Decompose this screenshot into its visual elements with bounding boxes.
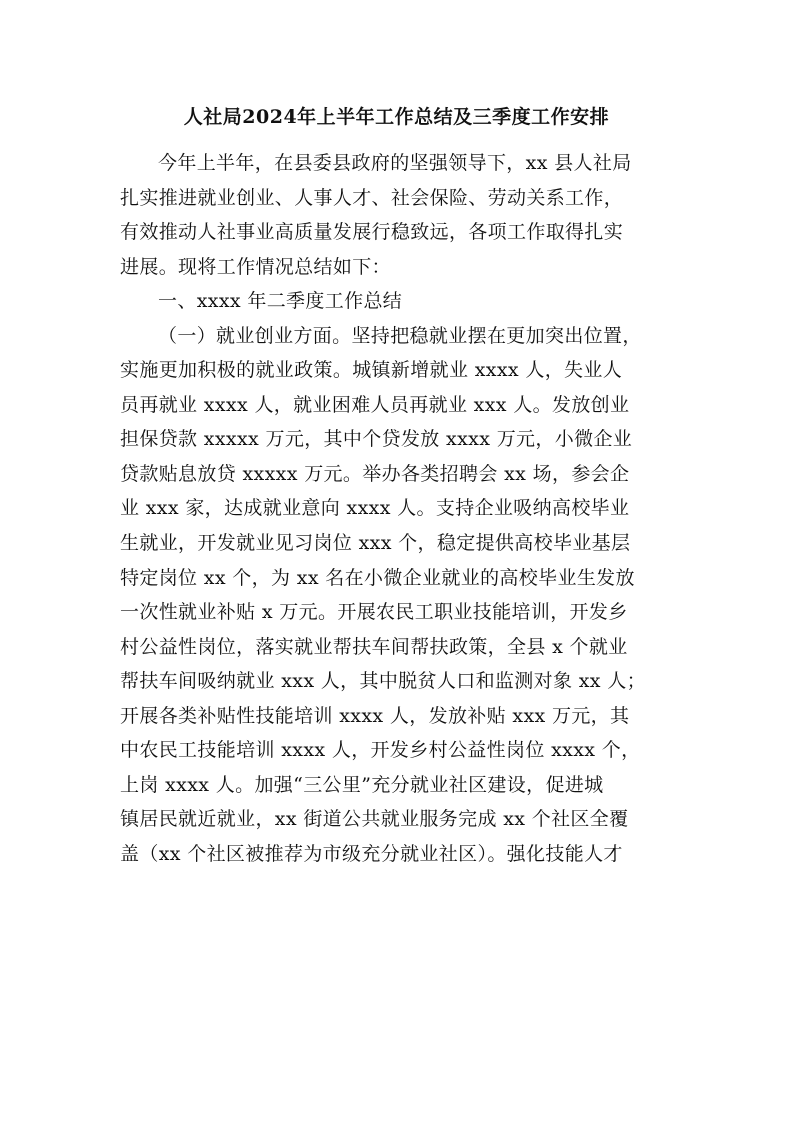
paragraph-line: 特定岗位 xx 个，为 xx 名在小微企业就业的高校毕业生发放 [120, 566, 635, 589]
document-title: 人社局2024年上半年工作总结及三季度工作安排 [183, 106, 610, 128]
paragraph-line: 一次性就业补贴 x 万元。开展农民工职业技能培训，开发乡 [120, 601, 628, 624]
paragraph-line: 开展各类补贴性技能培训 xxxx 人，发放补贴 xxx 万元，其 [120, 704, 630, 727]
document-body [120, 146, 676, 871]
paragraph-line: 员再就业 xxxx 人，就业困难人员再就业 xxx 人。发放创业 [120, 393, 630, 416]
paragraph-line: 上岗 xxxx 人。加强“三公里”充分就业社区建设，促进城 [120, 773, 604, 796]
section-heading: 一、xxxx 年二季度工作总结 [158, 290, 403, 313]
paragraph-line: 扎实推进就业创业、人事人才、社会保险、劳动关系工作， [120, 186, 624, 209]
paragraph-line: 镇居民就近就业，xx 街道公共就业服务完成 xx 个社区全覆 [120, 808, 629, 831]
paragraph-line: 帮扶车间吸纳就业 xxx 人，其中脱贫人口和监测对象 xx 人； [120, 670, 646, 693]
paragraph-line: 业 xxx 家，达成就业意向 xxxx 人。支持企业吸纳高校毕业 [120, 497, 630, 520]
paragraph-line: 中农民工技能培训 xxxx 人，开发乡村公益性岗位 xxxx 个， [120, 739, 641, 762]
paragraph-line: 进展。现将工作情况总结如下： [120, 255, 391, 278]
paragraph-line: 贷款贴息放贷 xxxxx 万元。举办各类招聘会 xx 场，参会企 [120, 462, 630, 485]
paragraph-line: （一）就业创业方面。坚持把稳就业摆在更加突出位置， [158, 324, 642, 347]
paragraph-line: 有效推动人社事业高质量发展行稳致远，各项工作取得扎实 [120, 221, 624, 244]
paragraph-line: 盖（xx 个社区被推荐为市级充分就业社区）。强化技能人才 [120, 842, 623, 865]
paragraph-line: 生就业，开发就业见习岗位 xxx 个，稳定提供高校毕业基层 [120, 532, 631, 555]
paragraph-line: 实施更加积极的就业政策。城镇新增就业 xxxx 人，失业人 [120, 359, 623, 382]
paragraph-line: 担保贷款 xxxxx 万元，其中个贷发放 xxxx 万元，小微企业 [120, 428, 633, 451]
paragraph-line: 今年上半年，在县委县政府的坚强领导下，xx 县人社局 [158, 152, 632, 174]
paragraph-line: 村公益性岗位，落实就业帮扶车间帮扶政策，全县 x 个就业 [120, 635, 628, 658]
